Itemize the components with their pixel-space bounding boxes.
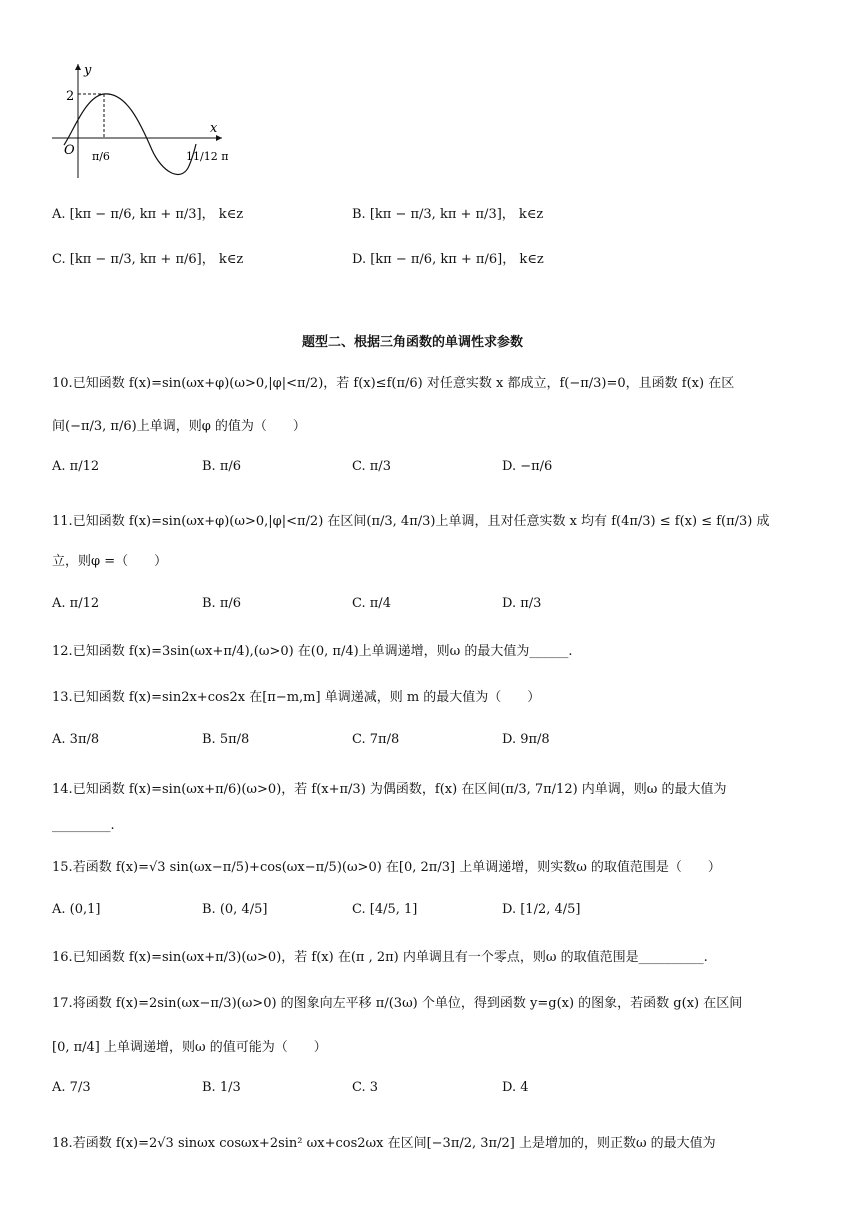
question-18: 18.若函数 f(x)=2√3 sinωx cosωx+2sin² ωx+cos2ωx 在区间[−3π/2, 3π/2] 上是增加的，则正数ω 的最大值为 bbox=[52, 1136, 716, 1151]
x-label: x bbox=[210, 121, 218, 136]
x-tick-11-12-pi: 11/12 π bbox=[186, 150, 229, 163]
q9-option-d: D. [kπ − π/6, kπ + π/6]， k∈z bbox=[352, 252, 544, 267]
section-title: 题型二、根据三角函数的单调性求参数 bbox=[302, 335, 524, 350]
sine-curve bbox=[64, 94, 196, 175]
sine-graph bbox=[52, 60, 232, 180]
question-12: 12.已知函数 f(x)=3sin(ωx+π/4),(ω>0) 在(0, π/4)上单调递增，则ω 的最大值为______. bbox=[52, 644, 573, 659]
x-tick-pi-6: π/6 bbox=[92, 150, 110, 163]
origin-label: O bbox=[64, 143, 75, 158]
peak-label: 2 bbox=[66, 89, 75, 104]
question-16: 16.已知函数 f(x)=sin(ωx+π/3)(ω>0)，若 f(x) 在(π , 2π) 内单调且有一个零点，则ω 的取值范围是__________. bbox=[52, 950, 708, 965]
q9-option-c: C. [kπ − π/3, kπ + π/6]， k∈z bbox=[52, 252, 244, 267]
q9-option-a: A. [kπ − π/6, kπ + π/3]， k∈z bbox=[52, 207, 244, 222]
y-label: y bbox=[84, 63, 92, 78]
q9-option-b: B. [kπ − π/3, kπ + π/3]， k∈z bbox=[352, 207, 544, 222]
